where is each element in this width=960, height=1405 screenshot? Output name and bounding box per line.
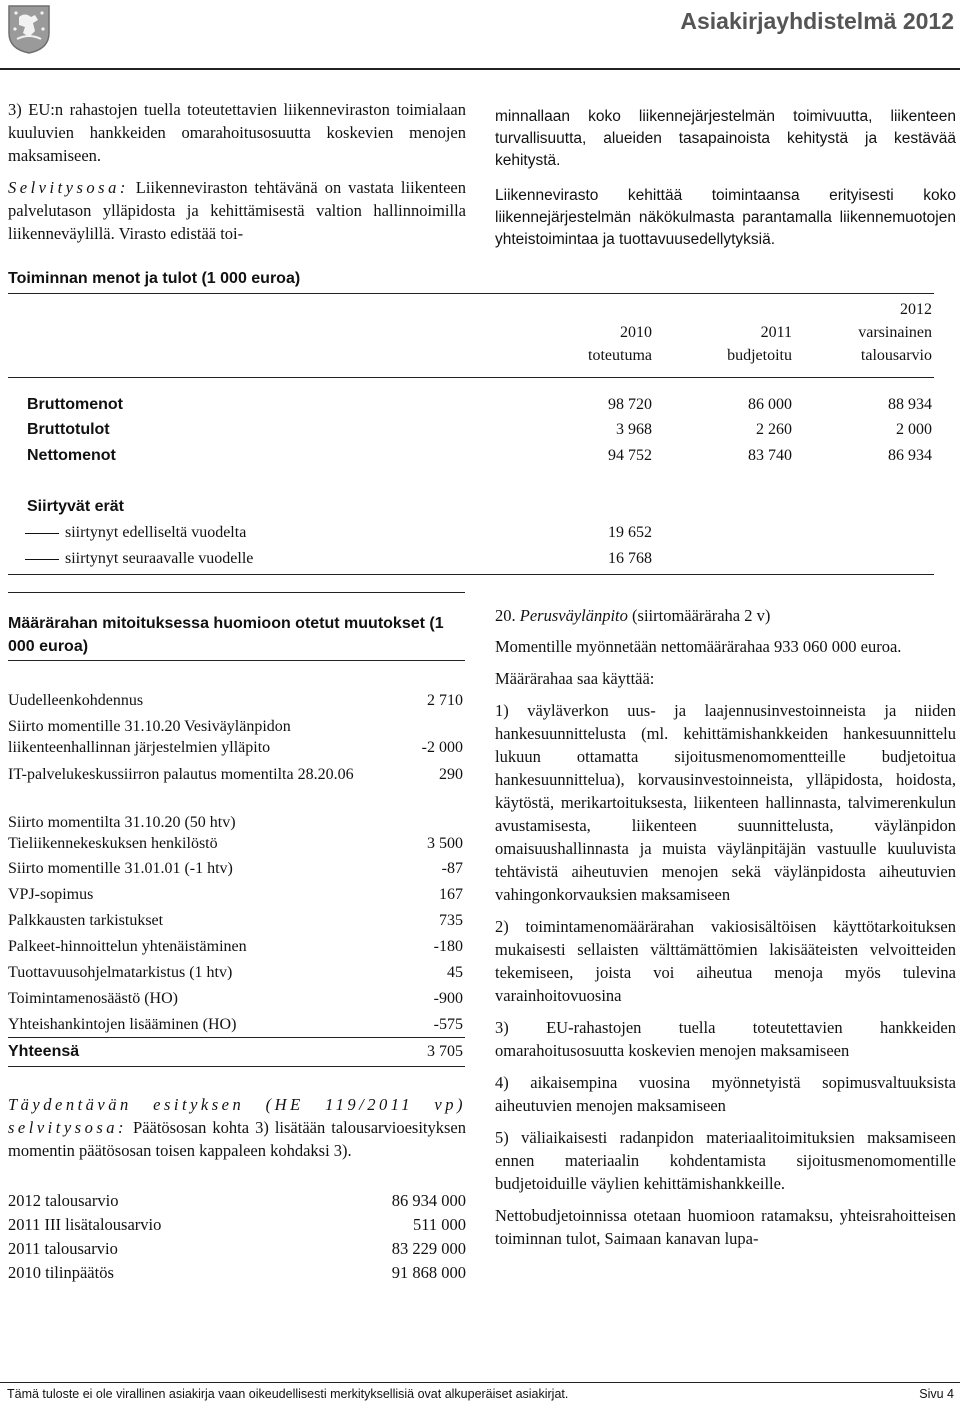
cell-value: 83 740 (748, 447, 792, 464)
change-row: IT-palvelukeskussiirron palautus momentilta 28.20.06 290 (8, 766, 463, 783)
row-label: Bruttomenot (27, 396, 123, 413)
table-bottom-rule (8, 574, 934, 575)
appropriation-paragraph: Momentille myönnetään nettomäärärahaa 933 060 000 euroa. (495, 637, 902, 656)
usage-item-3: 3) EU-rahastojen tuella toteutettavien hankkeiden omarahoitusosuutta koskevien menojen maksamiseen (495, 1018, 956, 1060)
intro-right-column (495, 106, 956, 251)
changes-header-rule (8, 660, 465, 661)
changes-bottom-rule (8, 1066, 465, 1067)
cell-value: 2 000 (896, 421, 932, 438)
change-row: VPJ-sopimus 167 (8, 886, 463, 903)
change-row: Siirto momentille 31.10.20 Vesiväylänpidon liikenteenhallinnan järjestelmien ylläpito -2 000 (8, 718, 463, 756)
cell-value: 3 968 (616, 421, 652, 438)
change-row: Palkkausten tarkistukset 735 (8, 912, 463, 929)
coat-of-arms-logo (5, 3, 53, 55)
row-label: Bruttotulot (27, 421, 110, 438)
explanatory-lead: Selvitysosa: (8, 178, 129, 197)
footer-divider (0, 1382, 960, 1383)
dash-mark (25, 533, 59, 534)
document-title: Asiakirjayhdistelmä 2012 (680, 8, 954, 34)
cell-value: 88 934 (888, 396, 932, 413)
change-row: Siirto momentille 31.01.01 (-1 htv) -87 (8, 860, 463, 877)
transfers-heading: Siirtyvät erät (27, 498, 124, 515)
change-row: Uudelleenkohdennus 2 710 (8, 692, 463, 709)
supplementary-paragraph (8, 1093, 466, 1162)
change-row: Tuottavuusohjelmatarkistus (1 htv) 45 (8, 964, 463, 981)
transfer-row: siirtynyt seuraavalle vuodelle (27, 550, 253, 568)
right-column (495, 604, 956, 1259)
supplementary-lead: Täydentävän esityksen (HE 119/2011 vp) selvitysosa: (8, 1095, 466, 1137)
usage-item-1: 1) väyläverkon uus- ja laajennusinvestoinneista ja niiden hankesuunnittelusta (ml. kehittämishankkeiden hankesuunnittelu lukuun ottamatta sijoitusmenomomentteille budjetoitua hankesuunnittelua), korvausinvestoinneista, ylläpidosta, hoidosta, käytöstä, merikartoituksesta, liikenteen hallinnasta, talvimerenkulun avustamisesta, liikenteen suunnittelusta, väylänpidon omaisuushallinnasta ja muista väylänpitäjän vastuulle kuuluvista tehtävistä aiheutuvien menojen sekä väylänpidosta aiheutuvien vahingonkorvauksien maksamiseen (495, 701, 956, 904)
cell-value: 86 000 (748, 396, 792, 413)
table-title: Toiminnan menot ja tulot (1 000 euroa) (8, 270, 301, 287)
budget-line: 2012 talousarvio 86 934 000 (8, 1191, 466, 1210)
header-divider (0, 68, 960, 70)
usage-item-4: 4) aikaisempina vuosina myönnetyistä sopimusvaltuuksista aiheutuvien menojen maksamiseen (495, 1073, 956, 1115)
changes-top-rule (8, 592, 465, 593)
row-label: Nettomenot (27, 447, 116, 464)
changes-title: Määrärahan mitoituksessa huomioon otetut muutokset (1 000 euroa) (8, 615, 444, 655)
table-top-rule (8, 293, 934, 294)
column-header-2011: 2011 budjetoitu (727, 324, 792, 364)
changes-total-row: Yhteensä 3 705 (8, 1043, 463, 1060)
cell-value: 98 720 (608, 396, 652, 413)
dash-mark (25, 559, 59, 560)
transfer-row: siirtynyt edelliseltä vuodelta (27, 524, 246, 542)
usage-item-3: 3) EU:n rahastojen tuella toteutettavien liikenneviraston toimialaan kuuluvien hankkeiden omarahoitusosuutta koskevien menojen maksamiseen. (8, 100, 466, 165)
usage-intro: Määrärahaa saa käyttää: (495, 669, 655, 688)
agency-paragraph-2: Liikennevirasto kehittää toimintaansa erityisesti koko liikennejärjestelmän näkökulmasta parantamalla liikennemuotojen yhteistoimintaa ja tuottavuusedellytyksiä. (495, 187, 956, 248)
budget-line: 2010 tilinpäätös 91 868 000 (8, 1263, 466, 1282)
cell-value: 19 652 (608, 524, 652, 541)
change-row: Palkeet-hinnoittelun yhtenäistäminen -180 (8, 938, 463, 955)
change-row: Siirto momentilta 31.10.20 (50 htv) Tieliikennekeskuksen henkilöstö 3 500 (8, 814, 463, 852)
cell-value: 16 768 (608, 550, 652, 567)
change-row: Yhteishankintojen lisääminen (HO) -575 (8, 1016, 463, 1033)
section-heading: 20. Perusväylänpito (siirtomääräraha 2 v) (495, 606, 771, 625)
usage-item-2: 2) toimintamenomäärärahan vakiosisältöisen käyttötarkoituksen mukaisesti sellaisten välttämättömien lakisääteisten velvoitteiden tekemiseen, joista voi aiheutua menoja myös tulevina varainhoitovuosina (495, 917, 956, 1005)
cell-value: 2 260 (756, 421, 792, 438)
change-row: Toimintamenosäästö (HO) -900 (8, 990, 463, 1007)
column-header-2012: 2012 varsinainen talousarvio (858, 301, 932, 364)
explanatory-paragraph (8, 176, 466, 245)
table-header-rule (8, 377, 934, 378)
agency-paragraph-1: minnallaan koko liikennejärjestelmän toimivuutta, liikenteen turvallisuutta, alueiden tasapainoista kehitystä ja kestävää kehitystä. (495, 108, 956, 169)
explanatory-text: Liikenneviraston tehtävänä on vastata liikenteen palvelutason ylläpidosta ja kehittämisestä valtion hallinnoimilla liikenneväylillä. Virasto edistää toi- (8, 178, 466, 243)
changes-total-rule (8, 1037, 465, 1038)
cell-value: 94 752 (608, 447, 652, 464)
intro-left-column (8, 98, 466, 245)
budget-line: 2011 III lisätalousarvio 511 000 (8, 1215, 466, 1234)
net-budgeting-paragraph: Nettobudjetoinnissa otetaan huomioon ratamaksu, yhteisrahoitteisen toiminnan tulot, Saimaan kanavan lupa- (495, 1206, 956, 1248)
budget-line: 2011 talousarvio 83 229 000 (8, 1239, 466, 1258)
cell-value: 86 934 (888, 447, 932, 464)
page-number: Sivu 4 (919, 1387, 954, 1401)
footer-disclaimer: Tämä tuloste ei ole virallinen asiakirja vaan oikeudellisesti merkityksellisiä ovat alkuperäiset asiakirjat. (7, 1387, 569, 1401)
usage-item-5: 5) väliaikaisesti radanpidon materiaalitoimituksien maksamiseen ennen materiaalin kohdentamista sijoitusmenomomentille budjetoiduille väylien kehittämishankkeille. (495, 1128, 956, 1193)
supplementary-text: Päätösosan kohta 3) lisätään talousarvioesityksen momentin päätösosan toisen kappaleen kohdaksi 3). (8, 1118, 466, 1160)
column-header-2010: 2010 toteutuma (588, 324, 652, 364)
